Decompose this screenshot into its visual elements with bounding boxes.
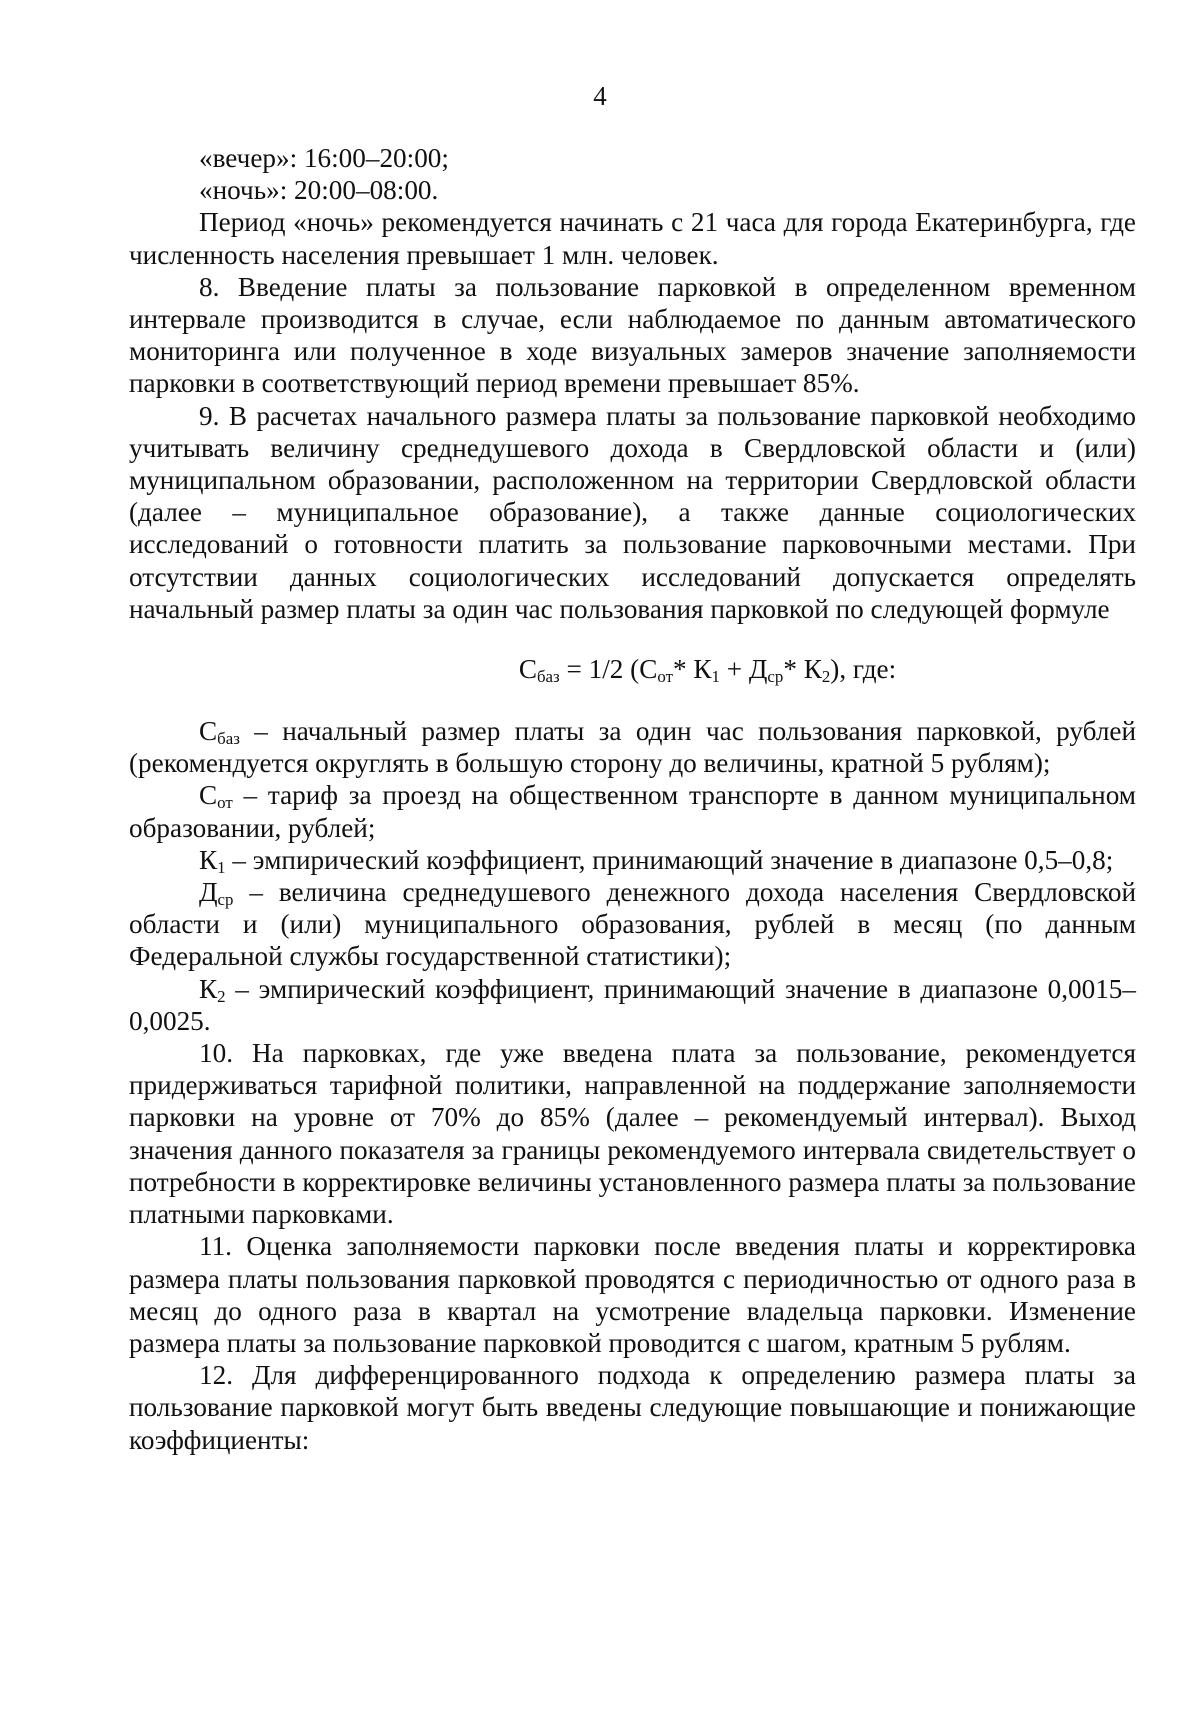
paragraph-11: 11. Оценка заполняемости парковки после введения платы и корректировка размера платы пользования парковкой проводятся с периодичностью от одного раза в месяц до одного раза в квартал на усмотрение владельца парковки. Изменение размера платы за пользование парковкой проводится с шагом, кратным 5 рублям. (129, 1231, 1136, 1358)
definition-k1: $К_1$ – эмпирический коэффициент, принимающий значение в диапазоне 0,5–0,8; (199, 844, 1114, 878)
paragraph-9: 9. В расчетах начального размера платы за пользование парковкой необходимо учитывать величину среднедушевого дохода в Свердловской области и (или) муниципальном образовании, расположенном на территории Свердловской области (далее – муниципальное образование), а также данные социологических исследований о готовности платить за пользование парковочными местами. При отсутствии данных социологических исследований допускается определять начальный размер платы за один час пользования парковкой по следующей формуле (129, 400, 1136, 624)
definition-k2: $К_2$ – эмпирический коэффициент, принимающий значение в диапазоне 0,0015–0,0025. (129, 973, 1136, 1036)
definition-cot: $С_{от}$ – тариф за проезд на общественном транспорте в данном муниципальном образовании, рублей; (129, 780, 1136, 843)
paragraph-12: 12. Для дифференцированного подхода к определению размера платы за пользование парковкой могут быть введены следующие повышающие и понижающие коэффициенты: (129, 1360, 1136, 1455)
paragraph-10: 10. На парковках, где уже введена плата за пользование, рекомендуется придерживаться тарифной политики, направленной на поддержание заполняемости парковки на уровне от 70% до 85% (далее – рекомендуемый интервал). Выход значения данного показателя за границы рекомендуемого интервала свидетельствует о потребности в корректировке величины установленного размера платы за пользование платными парковками. (129, 1038, 1136, 1230)
page-number: 4 (593, 81, 607, 111)
paragraph-8: 8. Введение платы за пользование парковкой в определенном временном интервале производится в случае, если наблюдаемое по данным автоматического мониторинга или полученное в ходе визуальных замеров значение заполняемости парковки в соответствующий период времени превышает 85%. (129, 271, 1136, 399)
document-body (129, 142, 1136, 1456)
paragraph-evening: «вечер»: 16:00–20:00; (199, 143, 449, 173)
fee-formula: $С_{баз} = 1/2$ ($С_{от}*$ $К_1 + Д_{ср}*$ $К_2$), где: (518, 654, 897, 687)
paragraph-night: «ночь»: 20:00–08:00. (199, 175, 439, 206)
definition-cbaz: $С_{баз}$ – начальный размер платы за один час пользования парковкой, рублей (рекомендуется округлять в большую сторону до величины, кратной 5 рублям); (129, 716, 1136, 779)
definition-dsr: $Д_{ср}$ – величина среднедушевого денежного дохода населения Свердловской области и (или) муниципального образования, рублей в месяц (по данным Федеральной службы государственной статистики); (129, 877, 1136, 972)
paragraph-night-period: Период «ночь» рекомендуется начинать с 21 часа для города Екатеринбурга, где численность населения превышает 1 млн. человек. (129, 207, 1136, 270)
